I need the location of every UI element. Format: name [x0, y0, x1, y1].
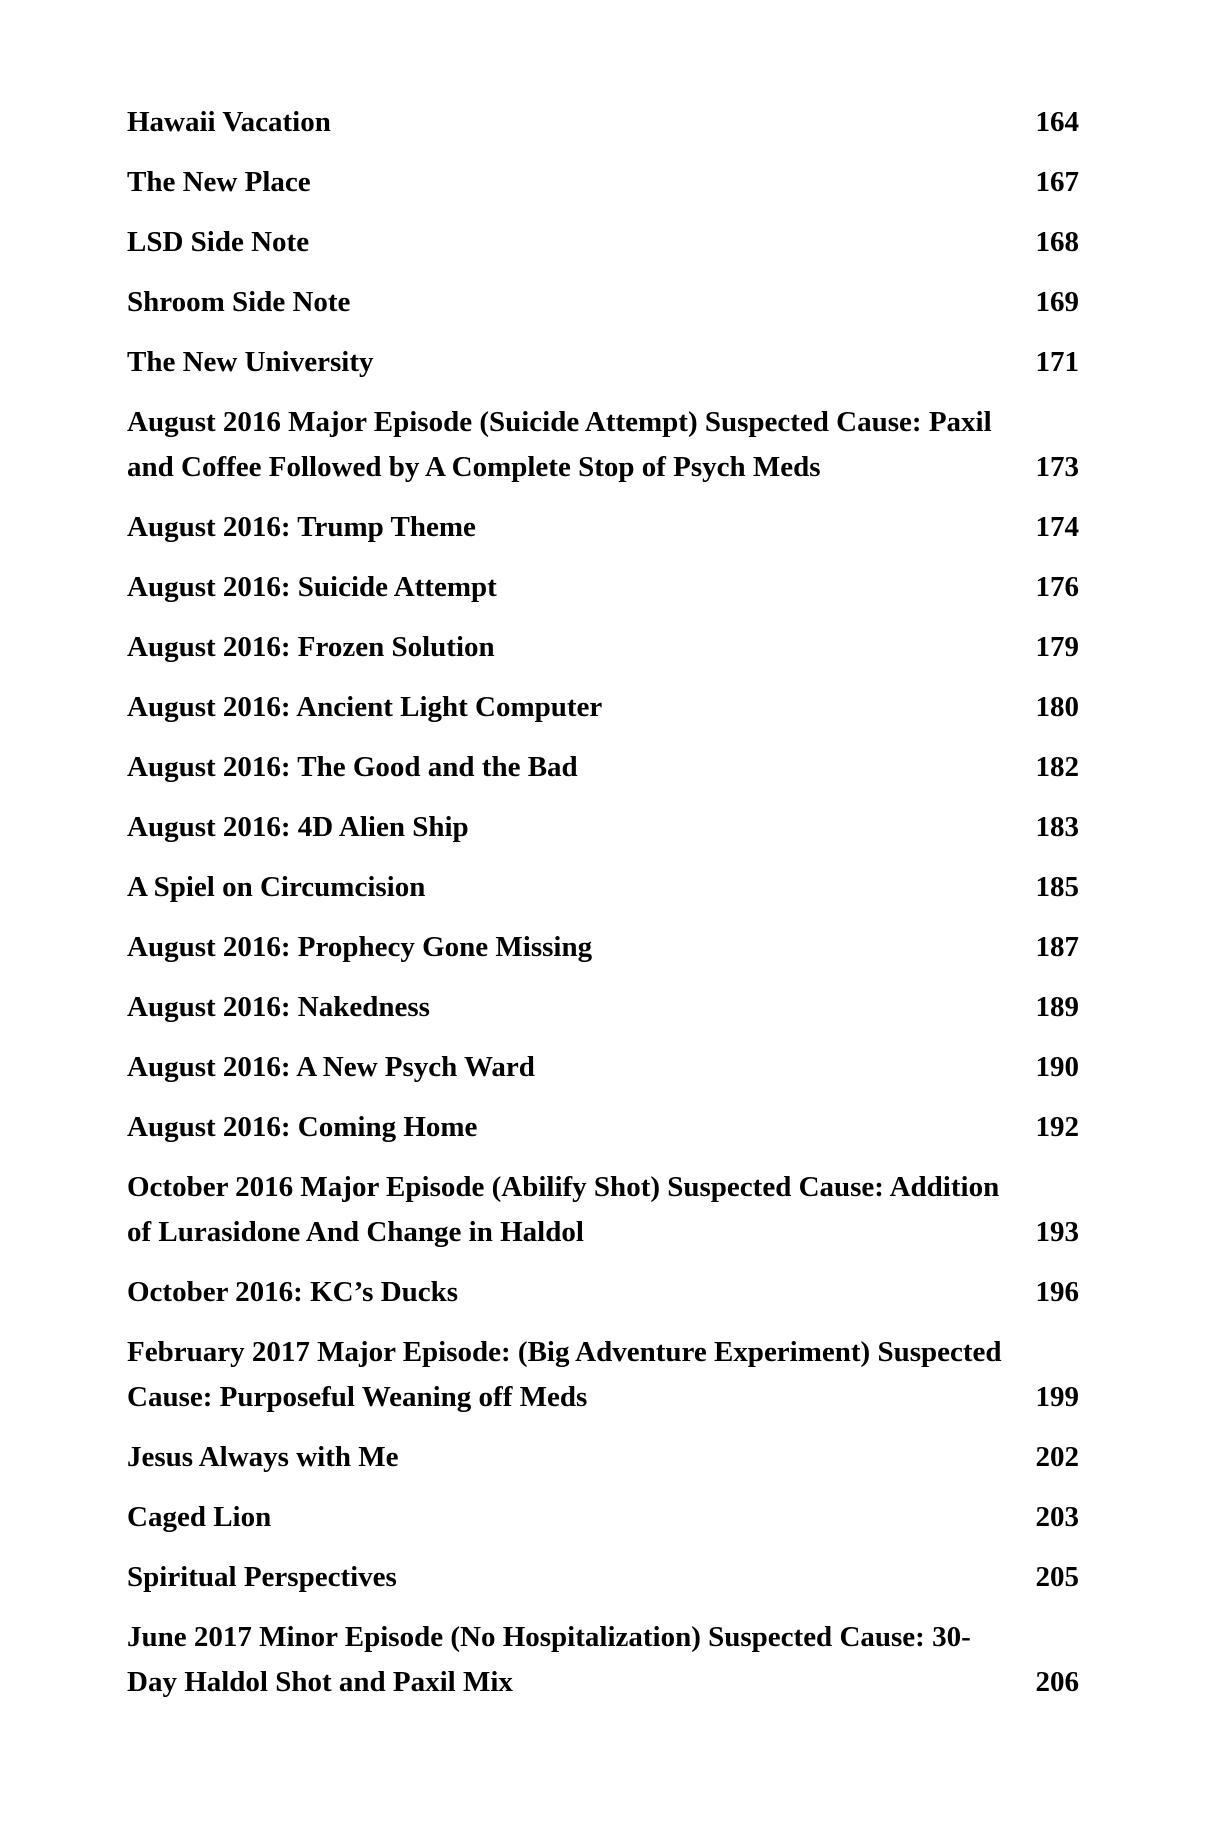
toc-entry-title: August 2016: Coming Home	[127, 1111, 478, 1143]
toc-entry	[127, 1165, 1079, 1255]
toc-entry	[127, 925, 1079, 970]
toc-entry-page-number: 193	[1035, 1216, 1079, 1248]
toc-entry	[127, 865, 1079, 910]
toc-entry-page-number: 196	[1035, 1276, 1079, 1308]
toc-entry-title: August 2016 Major Episode (Suicide Attempt) Suspected Cause: Paxil and Coffee Followed by A Complete Stop of Psych Meds	[127, 406, 992, 483]
toc-entry	[127, 1435, 1079, 1480]
toc-entry-page-number: 190	[1035, 1051, 1079, 1083]
toc-entry-page-number: 167	[1035, 166, 1079, 198]
toc-entry-title: Hawaii Vacation	[127, 106, 331, 138]
toc-entry	[127, 1555, 1079, 1600]
toc-entry	[127, 1270, 1079, 1315]
table-of-contents	[127, 100, 1079, 1720]
toc-entry-title: August 2016: Suicide Attempt	[127, 571, 497, 603]
toc-entry	[127, 1330, 1079, 1420]
toc-entry-title: August 2016: Trump Theme	[127, 511, 476, 543]
toc-entry-page-number: 169	[1035, 286, 1079, 318]
toc-entry-page-number: 185	[1035, 871, 1079, 903]
toc-entry-title: A Spiel on Circumcision	[127, 871, 426, 903]
toc-entry	[127, 1495, 1079, 1540]
toc-entry	[127, 100, 1079, 145]
toc-entry-page-number: 203	[1035, 1501, 1079, 1533]
toc-entry-title: August 2016: 4D Alien Ship	[127, 811, 469, 843]
toc-entry-page-number: 183	[1035, 811, 1079, 843]
toc-entry-page-number: 202	[1035, 1441, 1079, 1473]
toc-entry-title: The New University	[127, 346, 374, 378]
toc-entry-title: Jesus Always with Me	[127, 1441, 399, 1473]
toc-entry	[127, 160, 1079, 205]
toc-entry	[127, 1045, 1079, 1090]
toc-entry-title: The New Place	[127, 166, 311, 198]
toc-entry-page-number: 171	[1035, 346, 1079, 378]
toc-entry	[127, 1105, 1079, 1150]
toc-entry-title: August 2016: Ancient Light Computer	[127, 691, 603, 723]
toc-entry-title: August 2016: Frozen Solution	[127, 631, 495, 663]
toc-entry-title: August 2016: A New Psych Ward	[127, 1051, 535, 1083]
toc-entry-page-number: 164	[1035, 106, 1079, 138]
toc-entry-title: February 2017 Major Episode: (Big Adventure Experiment) Suspected Cause: Purposeful Weaning off Meds	[127, 1336, 1002, 1413]
toc-entry-title: Spiritual Perspectives	[127, 1561, 397, 1593]
toc-entry-title: October 2016 Major Episode (Abilify Shot) Suspected Cause: Addition of Lurasidone And Change in Haldol	[127, 1171, 1000, 1248]
toc-entry-title: Caged Lion	[127, 1501, 272, 1533]
toc-entry-page-number: 189	[1035, 991, 1079, 1023]
toc-entry	[127, 685, 1079, 730]
toc-entry	[127, 400, 1079, 490]
toc-entry	[127, 985, 1079, 1030]
toc-entry-page-number: 180	[1035, 691, 1079, 723]
toc-entry-page-number: 182	[1035, 751, 1079, 783]
toc-entry-title: August 2016: The Good and the Bad	[127, 751, 578, 783]
toc-entry-page-number: 176	[1035, 571, 1079, 603]
toc-entry	[127, 220, 1079, 265]
toc-entry-page-number: 192	[1035, 1111, 1079, 1143]
toc-entry-page-number: 179	[1035, 631, 1079, 663]
toc-entry	[127, 805, 1079, 850]
toc-entry	[127, 625, 1079, 670]
toc-entry	[127, 280, 1079, 325]
toc-entry-title: LSD Side Note	[127, 226, 310, 258]
toc-entry	[127, 340, 1079, 385]
toc-entry-page-number: 199	[1035, 1381, 1079, 1413]
toc-entry-title: Shroom Side Note	[127, 286, 351, 318]
toc-entry-title: August 2016: Prophecy Gone Missing	[127, 931, 593, 963]
toc-entry-page-number: 173	[1035, 451, 1079, 483]
toc-entry-title: October 2016: KC’s Ducks	[127, 1276, 459, 1308]
toc-entry	[127, 505, 1079, 550]
toc-entry-page-number: 205	[1035, 1561, 1079, 1593]
toc-entry-page-number: 187	[1035, 931, 1079, 963]
toc-entry-title: June 2017 Minor Episode (No Hospitalization) Suspected Cause: 30-Day Haldol Shot and Paxil Mix	[127, 1621, 971, 1698]
toc-entry-page-number: 174	[1035, 511, 1079, 543]
toc-entry-page-number: 206	[1035, 1666, 1079, 1698]
toc-entry-page-number: 168	[1035, 226, 1079, 258]
toc-entry	[127, 565, 1079, 610]
toc-entry-title: August 2016: Nakedness	[127, 991, 430, 1023]
toc-entry	[127, 745, 1079, 790]
toc-entry	[127, 1615, 1079, 1705]
